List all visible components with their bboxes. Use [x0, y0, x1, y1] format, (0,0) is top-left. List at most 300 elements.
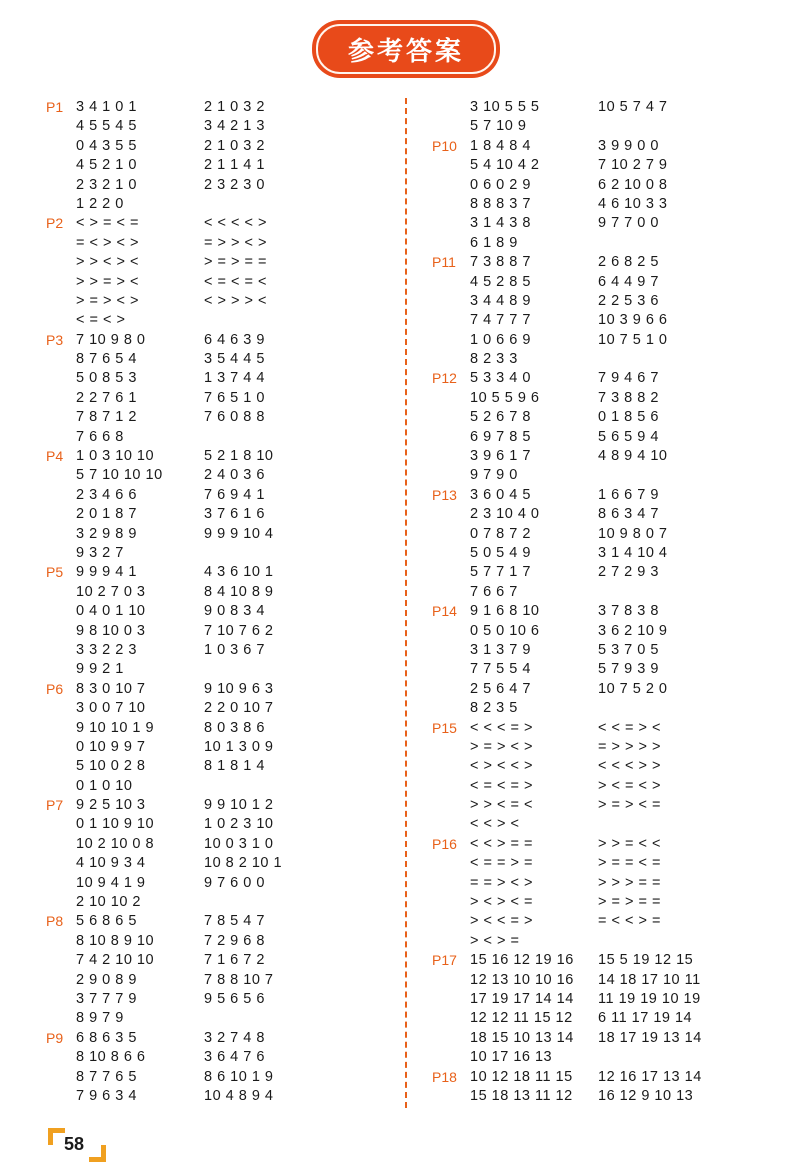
answer-row [432, 98, 782, 117]
answer-row [432, 660, 782, 679]
answer-group-1: 9 1 6 8 10 [470, 603, 540, 620]
answer-group-2: 14 18 17 10 11 [598, 971, 701, 988]
answer-row [432, 486, 782, 505]
answer-group-1: 15 16 12 19 16 [470, 952, 574, 969]
answer-group-1: 3 1 3 7 9 [470, 641, 531, 658]
answer-row [46, 971, 396, 990]
answer-group-1: > = > < > [76, 292, 139, 309]
answer-group-1: 8 7 6 5 4 [76, 351, 137, 368]
answer-group-2: < < < < > [204, 215, 267, 232]
answer-group-2: 9 10 9 6 3 [204, 680, 274, 697]
answer-row [432, 738, 782, 757]
answer-group-1: 17 19 17 14 14 [470, 990, 574, 1007]
answer-group-1: 6 1 8 9 [470, 234, 518, 251]
answer-row [432, 1009, 782, 1028]
answer-group-2: > > = < < [598, 835, 661, 852]
answer-group-1: 9 7 9 0 [470, 467, 518, 484]
answer-row [46, 273, 396, 292]
answer-row [432, 389, 782, 408]
answer-group-1: 4 5 2 1 0 [76, 157, 137, 174]
answer-row [432, 117, 782, 136]
answer-row [432, 214, 782, 233]
answer-group-2: 3 6 4 7 6 [204, 1049, 265, 1066]
answer-group-1: 3 7 7 7 9 [76, 990, 137, 1007]
answer-group-2: 10 5 7 4 7 [598, 99, 668, 115]
answer-group-1: = = > < > [470, 874, 533, 891]
answer-row [432, 156, 782, 175]
answer-group-1: 5 7 10 10 10 [76, 467, 163, 484]
answer-row [432, 1029, 782, 1048]
answer-group-1: < < > < [470, 816, 520, 833]
answer-group-1: 3 6 0 4 5 [470, 486, 531, 503]
answer-row [432, 137, 782, 156]
answer-row [46, 466, 396, 485]
answer-group-2: 6 4 4 9 7 [598, 273, 659, 290]
answer-group-1: 3 0 0 7 10 [76, 700, 146, 717]
answer-group-2: 3 9 9 0 0 [598, 137, 659, 154]
answer-group-1: 3 3 2 2 3 [76, 641, 137, 658]
answer-row [46, 331, 396, 350]
answer-group-1: 10 2 10 0 8 [76, 835, 155, 852]
answer-row [432, 680, 782, 699]
problem-label: P6 [46, 680, 64, 697]
answer-row [46, 369, 396, 388]
answer-group-1: < < > = = [470, 835, 533, 852]
answer-row [432, 602, 782, 621]
answer-group-2: 9 7 7 0 0 [598, 215, 659, 232]
answer-row [46, 389, 396, 408]
answer-group-1: 0 7 8 7 2 [470, 525, 531, 542]
answer-group-1: 9 3 2 7 [76, 544, 124, 561]
answer-group-2: 2 3 2 3 0 [204, 176, 265, 193]
answer-row [46, 893, 396, 912]
answer-group-2: 4 6 10 3 3 [598, 195, 668, 212]
answer-group-2: = < < > = [598, 913, 661, 930]
answer-group-2: 7 6 5 1 0 [204, 389, 265, 406]
answer-group-2: < = < = < [204, 273, 267, 290]
problem-label: P17 [432, 952, 457, 969]
answer-row [46, 835, 396, 854]
answer-group-2: 2 7 2 9 3 [598, 564, 659, 581]
answer-group-2: 3 4 2 1 3 [204, 118, 265, 135]
answer-group-1: 2 3 10 4 0 [470, 506, 540, 523]
answer-group-1: 2 0 1 8 7 [76, 506, 137, 523]
answer-row [46, 757, 396, 776]
answer-group-2: 7 3 8 8 2 [598, 389, 659, 406]
problem-label: P9 [46, 1029, 64, 1046]
answer-group-2: < > > > < [204, 292, 267, 309]
answer-group-1: 5 3 3 4 0 [470, 370, 531, 387]
answer-column-left [46, 98, 396, 1106]
answer-row [432, 815, 782, 834]
answer-row [46, 544, 396, 563]
answer-row [46, 505, 396, 524]
problem-label: P4 [46, 448, 64, 465]
answer-group-1: 5 7 10 9 [470, 118, 527, 135]
answer-group-2: > = > = = [204, 254, 267, 271]
answer-group-2: 6 4 6 3 9 [204, 331, 265, 348]
answer-row [46, 1048, 396, 1067]
answer-row [46, 912, 396, 931]
answer-group-2: 6 11 17 19 14 [598, 1010, 693, 1027]
answer-group-2: 8 6 3 4 7 [598, 506, 659, 523]
answer-group-1: 5 7 7 1 7 [470, 564, 531, 581]
answer-group-2: 10 7 5 1 0 [598, 331, 668, 348]
answer-row [432, 1087, 782, 1106]
answer-row [46, 214, 396, 233]
answer-group-2: 8 6 10 1 9 [204, 1068, 274, 1085]
answer-group-1: 7 9 6 3 4 [76, 1087, 137, 1104]
answer-row [46, 428, 396, 447]
answer-group-2: 3 7 6 1 6 [204, 506, 265, 523]
answer-group-2: 1 0 3 6 7 [204, 641, 265, 658]
answer-row [46, 1029, 396, 1048]
answer-group-2: 8 0 3 8 6 [204, 719, 265, 736]
answer-group-1: 5 0 5 4 9 [470, 544, 531, 561]
answer-group-2: 0 1 8 5 6 [598, 409, 659, 426]
problem-label: P16 [432, 835, 457, 852]
answer-row [432, 912, 782, 931]
answer-group-2: 5 2 1 8 10 [204, 448, 274, 465]
answer-group-1: 5 10 0 2 8 [76, 758, 146, 775]
answer-group-2: 15 5 19 12 15 [598, 952, 694, 969]
answer-group-2: = > > > > [598, 738, 661, 755]
answer-row [432, 932, 782, 951]
answer-group-1: 8 2 3 5 [470, 700, 518, 717]
answer-row [46, 777, 396, 796]
answer-group-1: 4 10 9 3 4 [76, 855, 146, 872]
answer-group-2: 16 12 9 10 13 [598, 1087, 694, 1104]
page-number: 58 [64, 1134, 85, 1154]
answer-group-1: 5 4 10 4 2 [470, 157, 540, 174]
answer-row [432, 544, 782, 563]
answer-row [46, 951, 396, 970]
answer-row [46, 641, 396, 660]
answer-row [432, 874, 782, 893]
answer-group-1: 0 10 9 9 7 [76, 738, 146, 755]
answer-row [432, 1048, 782, 1067]
answer-group-1: > > = > < [76, 273, 139, 290]
answer-group-2: 7 6 9 4 1 [204, 486, 265, 503]
answer-group-1: > = > < > [470, 738, 533, 755]
answer-row [432, 563, 782, 582]
answer-row [432, 893, 782, 912]
answer-group-1: < > < < > [470, 758, 533, 775]
answer-group-2: 5 7 9 3 9 [598, 661, 659, 678]
answer-group-2: 10 8 2 10 1 [204, 855, 283, 872]
answer-group-2: 9 0 8 3 4 [204, 603, 265, 620]
answer-row [432, 854, 782, 873]
answer-group-2: 10 0 3 1 0 [204, 835, 274, 852]
answer-group-1: 8 9 7 9 [76, 1010, 124, 1027]
answer-group-2: 7 10 7 6 2 [204, 622, 274, 639]
answer-group-1: 10 5 5 9 6 [470, 389, 540, 406]
answer-group-2: 6 2 10 0 8 [598, 176, 668, 193]
answer-row [46, 195, 396, 214]
answer-group-2: 2 1 1 4 1 [204, 157, 265, 174]
answer-group-1: 3 1 4 3 8 [470, 215, 531, 232]
answer-group-2: 7 8 8 10 7 [204, 971, 274, 988]
answer-column-right [432, 98, 782, 1106]
answer-group-1: < = < = > [470, 777, 533, 794]
answer-row [46, 738, 396, 757]
answer-group-1: = < > < > [76, 234, 139, 251]
answer-row [46, 719, 396, 738]
answer-row [46, 176, 396, 195]
answer-group-1: 0 4 3 5 5 [76, 137, 137, 154]
answer-group-1: 2 10 10 2 [76, 894, 141, 911]
problem-label: P15 [432, 719, 457, 736]
answer-group-1: 10 12 18 11 15 [470, 1068, 573, 1085]
answer-group-1: 8 8 8 3 7 [470, 195, 531, 212]
answer-group-2: 9 9 10 1 2 [204, 797, 274, 814]
answer-group-2: > < = < > [598, 777, 661, 794]
answer-row [46, 699, 396, 718]
answer-row [46, 932, 396, 951]
answer-group-1: 3 2 9 8 9 [76, 525, 137, 542]
answer-group-2: 10 3 9 6 6 [598, 312, 668, 329]
answer-group-2: 8 4 10 8 9 [204, 583, 274, 600]
problem-label: P12 [432, 370, 457, 387]
answer-group-2: 2 1 0 3 2 [204, 137, 265, 154]
answer-group-1: 8 10 8 6 6 [76, 1049, 146, 1066]
answer-group-1: 7 4 7 7 7 [470, 312, 531, 329]
answer-group-2: 3 5 4 4 5 [204, 351, 265, 368]
answer-group-1: 2 2 7 6 1 [76, 389, 137, 406]
answer-group-1: 7 7 5 5 4 [470, 661, 531, 678]
answer-group-1: 3 10 5 5 5 [470, 99, 540, 115]
answer-group-2: 9 7 6 0 0 [204, 874, 265, 891]
answer-row [46, 350, 396, 369]
answer-row [46, 1009, 396, 1028]
answer-group-1: 5 2 6 7 8 [470, 409, 531, 426]
answer-group-2: < < = > < [598, 719, 661, 736]
problem-label: P1 [46, 99, 64, 115]
answer-row [46, 525, 396, 544]
answer-group-2: = > > < > [204, 234, 267, 251]
problem-label: P13 [432, 486, 457, 503]
column-divider [405, 98, 407, 1108]
answer-group-2: 10 1 3 0 9 [204, 738, 274, 755]
problem-label: P14 [432, 603, 457, 620]
answer-row [432, 505, 782, 524]
answer-group-2: 3 6 2 10 9 [598, 622, 668, 639]
answer-group-1: 8 2 3 3 [470, 351, 518, 368]
problem-label: P3 [46, 331, 64, 348]
answer-group-1: 9 9 2 1 [76, 661, 124, 678]
answer-group-1: 5 6 8 6 5 [76, 913, 137, 930]
answer-group-2: 4 3 6 10 1 [204, 564, 274, 581]
corner-bracket-bottom-right [89, 1145, 106, 1162]
problem-label: P5 [46, 564, 64, 581]
answer-group-1: 2 3 2 1 0 [76, 176, 137, 193]
answer-group-1: 9 9 9 4 1 [76, 564, 137, 581]
answer-group-1: 2 5 6 4 7 [470, 680, 531, 697]
answer-group-2: 2 2 5 3 6 [598, 292, 659, 309]
answer-row [46, 1068, 396, 1087]
answer-group-2: 2 4 0 3 6 [204, 467, 265, 484]
answer-row [432, 990, 782, 1009]
problem-label: P2 [46, 215, 64, 232]
answer-row [432, 428, 782, 447]
answer-row [46, 854, 396, 873]
answer-row [432, 195, 782, 214]
answer-row [46, 622, 396, 641]
answer-group-2: 2 1 0 3 2 [204, 99, 265, 115]
answer-group-1: 1 2 2 0 [76, 195, 124, 212]
answer-row [46, 874, 396, 893]
answer-row [432, 951, 782, 970]
answer-group-2: 7 2 9 6 8 [204, 932, 265, 949]
answer-group-2: 11 19 19 10 19 [598, 990, 701, 1007]
answer-group-1: 7 4 2 10 10 [76, 952, 155, 969]
answer-row [432, 641, 782, 660]
answer-group-1: 6 9 7 8 5 [470, 428, 531, 445]
answer-group-1: 3 9 6 1 7 [470, 448, 531, 465]
answer-group-1: 1 0 3 10 10 [76, 448, 155, 465]
corner-bracket-top-left [48, 1128, 65, 1145]
answer-group-1: > < > = [470, 932, 520, 949]
answer-group-2: 10 4 8 9 4 [204, 1087, 274, 1104]
answer-group-2: 3 2 7 4 8 [204, 1029, 265, 1046]
answer-group-2: 1 0 2 3 10 [204, 816, 274, 833]
answer-group-1: 0 1 0 10 [76, 777, 133, 794]
problem-label: P7 [46, 797, 64, 814]
answer-row [46, 408, 396, 427]
answer-row [432, 408, 782, 427]
answer-group-2: 9 9 9 10 4 [204, 525, 274, 542]
answer-group-2: 7 10 2 7 9 [598, 157, 668, 174]
answer-group-2: > > > = = [598, 874, 661, 891]
answer-group-1: 4 5 5 4 5 [76, 118, 137, 135]
answer-group-1: 18 15 10 13 14 [470, 1029, 574, 1046]
answer-key-title-badge [312, 20, 500, 78]
answer-row [46, 486, 396, 505]
answer-group-1: 0 4 0 1 10 [76, 603, 146, 620]
answer-row [46, 234, 396, 253]
answer-group-2: 10 9 8 0 7 [598, 525, 668, 542]
answer-group-1: 2 3 4 6 6 [76, 486, 137, 503]
answer-group-2: 5 6 5 9 4 [598, 428, 659, 445]
answer-row [432, 331, 782, 350]
answer-row [432, 273, 782, 292]
answer-group-2: 3 7 8 3 8 [598, 603, 659, 620]
answer-group-1: 10 2 7 0 3 [76, 583, 146, 600]
answer-group-1: 10 17 16 13 [470, 1049, 553, 1066]
answer-group-2: > = > < = [598, 797, 661, 814]
answer-row [432, 369, 782, 388]
answer-group-1: 1 8 4 8 4 [470, 137, 531, 154]
answer-group-1: < > = < = [76, 215, 139, 232]
answer-group-2: 12 16 17 13 14 [598, 1068, 702, 1085]
answer-group-1: 7 8 7 1 2 [76, 409, 137, 426]
page-title: 参考答案 [316, 24, 496, 74]
answer-row [432, 719, 782, 738]
answer-row [432, 292, 782, 311]
answer-group-2: 10 7 5 2 0 [598, 680, 668, 697]
answer-group-2: 18 17 19 13 14 [598, 1029, 702, 1046]
answer-row [432, 311, 782, 330]
answer-group-1: 9 2 5 10 3 [76, 797, 146, 814]
answer-row [46, 602, 396, 621]
answer-row [46, 796, 396, 815]
answer-row [432, 525, 782, 544]
answer-row [432, 622, 782, 641]
answer-row [432, 1068, 782, 1087]
answer-group-2: > = > = = [598, 894, 661, 911]
answer-group-2: 2 6 8 2 5 [598, 254, 659, 271]
answer-row [46, 815, 396, 834]
answer-row [46, 292, 396, 311]
answer-group-2: 5 3 7 0 5 [598, 641, 659, 658]
answer-group-1: 4 5 2 8 5 [470, 273, 531, 290]
answer-group-1: < = < > [76, 312, 126, 329]
answer-row [432, 971, 782, 990]
answer-row [432, 835, 782, 854]
answer-group-1: 7 10 9 8 0 [76, 331, 146, 348]
answer-group-1: 1 0 6 6 9 [470, 331, 531, 348]
answer-group-1: < < < = > [470, 719, 533, 736]
answer-group-2: 7 9 4 6 7 [598, 370, 659, 387]
answer-group-1: 5 0 8 5 3 [76, 370, 137, 387]
answer-group-2: 3 1 4 10 4 [598, 544, 668, 561]
answer-row [46, 680, 396, 699]
answer-group-1: 7 6 6 7 [470, 583, 518, 600]
answer-row [432, 253, 782, 272]
answer-group-1: 0 6 0 2 9 [470, 176, 531, 193]
answer-row [432, 699, 782, 718]
answer-group-2: > = = < = [598, 855, 661, 872]
answer-group-1: 12 13 10 10 16 [470, 971, 574, 988]
answer-row [46, 1087, 396, 1106]
answer-group-1: 8 10 8 9 10 [76, 932, 155, 949]
answer-group-1: 8 7 7 6 5 [76, 1068, 137, 1085]
answer-group-1: > > < = < [470, 797, 533, 814]
answer-group-1: 12 12 11 15 12 [470, 1010, 573, 1027]
page-number-box [48, 1128, 106, 1162]
problem-label: P11 [432, 254, 456, 271]
answer-row [432, 466, 782, 485]
answer-group-1: 2 9 0 8 9 [76, 971, 137, 988]
answer-row [46, 660, 396, 679]
answer-group-1: 7 3 8 8 7 [470, 254, 531, 271]
answer-row [432, 350, 782, 369]
answer-row [432, 796, 782, 815]
answer-row [46, 990, 396, 1009]
answer-row [46, 98, 396, 117]
answer-row [46, 156, 396, 175]
answer-group-2: 4 8 9 4 10 [598, 448, 668, 465]
answer-group-1: < = = > = [470, 855, 533, 872]
answer-group-1: > > < > < [76, 254, 139, 271]
answer-group-1: 6 8 6 3 5 [76, 1029, 137, 1046]
answer-group-1: 7 6 6 8 [76, 428, 124, 445]
answer-row [432, 777, 782, 796]
answer-group-2: 9 5 6 5 6 [204, 990, 265, 1007]
answer-group-2: 7 8 5 4 7 [204, 913, 265, 930]
answer-row [46, 137, 396, 156]
answer-group-1: 3 4 1 0 1 [76, 99, 137, 115]
answer-group-2: 7 6 0 8 8 [204, 409, 265, 426]
answer-group-2: 1 6 6 7 9 [598, 486, 659, 503]
problem-label: P18 [432, 1068, 457, 1085]
answer-row [46, 563, 396, 582]
answer-group-2: 8 1 8 1 4 [204, 758, 265, 775]
answer-row [46, 447, 396, 466]
answer-row [432, 234, 782, 253]
answer-group-1: 0 5 0 10 6 [470, 622, 540, 639]
answer-row [46, 253, 396, 272]
